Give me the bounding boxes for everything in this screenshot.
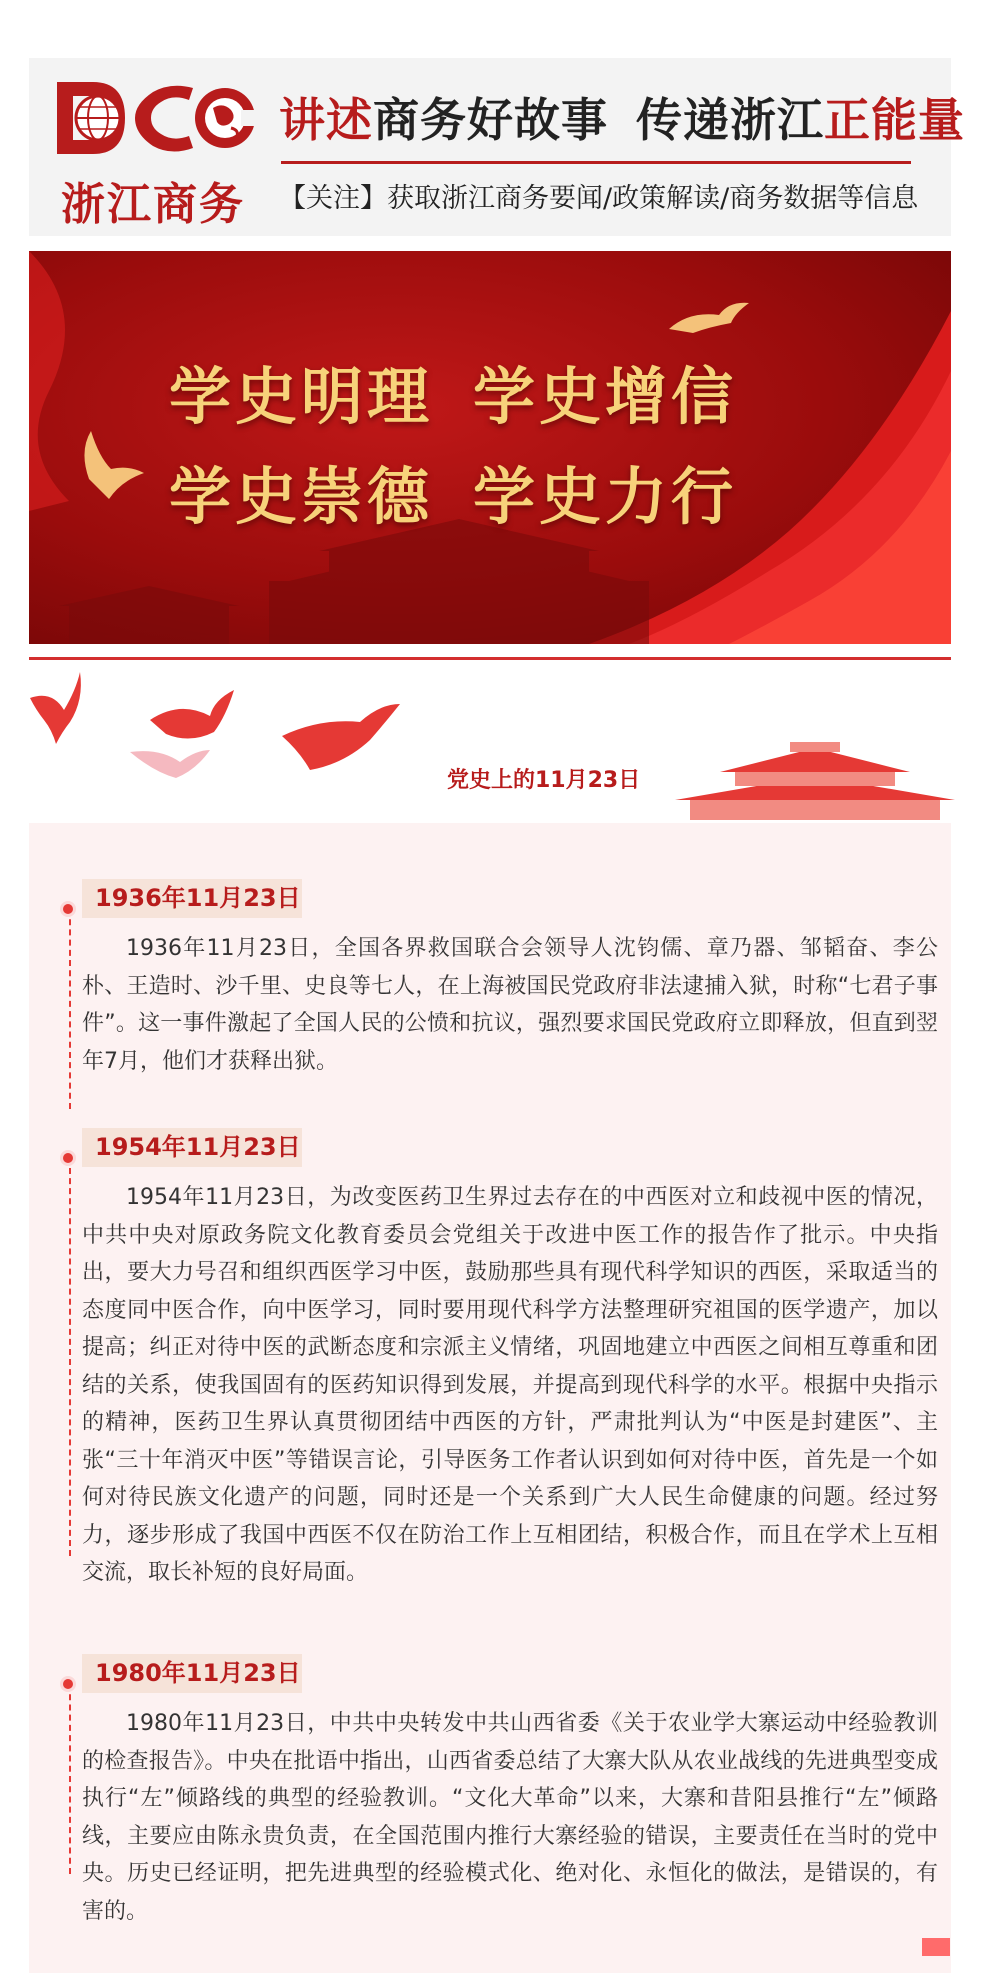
entry-date-1936: 1936年11月23日 [82, 879, 302, 918]
entry-date-1954: 1954年11月23日 [82, 1128, 302, 1167]
zhejiang-commerce-logo [53, 78, 283, 230]
section-decoration [0, 660, 988, 820]
entry-text-1936: 1936年11月23日，全国各界救国联合会领导人沈钧儒、章乃器、邹韬奋、李公朴、王造时、沙千里、史良等七人，在上海被国民党政府非法逮捕入狱，时称“七君子事件”。这一事件激起了全国人民的公愤和抗议，强烈要求国民党政府立即释放，但直到翌年7月，他们才获释出狱。 [82, 936, 938, 1074]
timeline-line [69, 1684, 71, 1874]
slogan-part-1-red: 讲述 [279, 93, 373, 147]
timeline-content [29, 823, 951, 1973]
entry-text-1980: 1980年11月23日，中共中央转发中共山西省委《关于农业学大寨运动中经验教训的检查报告》。中央在批语中指出，山西省委总结了大寨大队从农业战线的先进典型变成执行“左”倾路线的典型的经验教训。“文化大革命”以来，大寨和昔阳县推行“左”倾路线，主要应由陈永贵负责，在全国范围内推行大寨经验的错误，主要责任在当时的党中央。历史已经证明，把先进典型的经验模式化、绝对化、永恒化的做法，是错误的，有害的。 [82, 1711, 938, 1924]
entry-text-1954: 1954年11月23日，为改变医药卫生界过去存在的中西医对立和歧视中医的情况，中共中央对原政务院文化教育委员会党组关于改进中医工作的报告作了批示。中央指出，要大力号召和组织西医学习中医，鼓励那些具有现代科学知识的西医，采取适当的态度同中医合作，向中医学习，同时要用现代科学方法整理研究祖国的医学遗产，加以提高；纠正对待中医的武断态度和宗派主义情绪，巩固地建立中西医之间相互尊重和团结的关系，使我国固有的医药知识得到发展，并提高到现代科学的水平。根据中央指示的精神，医药卫生界认真贯彻团结中西医的方针，严肃批判认为“中医是封建医”、主张“三十年消灭中医”等错误言论，引导医务工作者认识到如何对待中医，首先是一个如何对待民族文化遗产的问题，同时还是一个关系到广大人民生命健康的问题。经过努力，逐步形成了我国中西医不仅在防治工作上互相团结，积极合作，而且在学术上互相交流，取长补短的良好局面。 [82, 1185, 938, 1585]
header-banner [29, 58, 965, 236]
banner-phrase-3: 学史崇德 [169, 460, 434, 533]
slogan-part-2-black: 传递浙江 [636, 93, 824, 147]
section-title: 党史上的11月23日 [447, 768, 641, 793]
timeline-line [69, 1158, 71, 1556]
banner-phrase-4: 学史力行 [473, 460, 738, 533]
follow-subline[interactable]: 【关注】获取浙江商务要闻/政策解读/商务数据等信息 [279, 183, 919, 214]
slogan-part-2-red: 正能量 [824, 93, 965, 147]
dove-icons [30, 672, 400, 778]
entry-date-1980: 1980年11月23日 [82, 1654, 302, 1693]
timeline-dot [63, 904, 73, 914]
slogan-part-1-black: 商务好故事 [373, 93, 608, 147]
logo-text: 浙江商务 [61, 179, 245, 230]
palace-icon [675, 742, 955, 820]
header-divider [281, 161, 911, 164]
timeline-dot [63, 1153, 73, 1163]
dcc-globe-icon [53, 78, 263, 158]
corner-accent [922, 1938, 950, 1956]
banner-line-1 [169, 347, 737, 436]
history-study-banner [29, 251, 951, 644]
palace-silhouette [59, 519, 649, 644]
ribbon-left [29, 251, 69, 511]
banner-phrase-2: 学史增信 [473, 360, 738, 433]
banner-line-2 [169, 447, 737, 536]
timeline-line [69, 909, 71, 1109]
banner-phrase-1: 学史明理 [169, 360, 434, 433]
header-slogan [279, 84, 965, 150]
timeline-dot [63, 1679, 73, 1689]
